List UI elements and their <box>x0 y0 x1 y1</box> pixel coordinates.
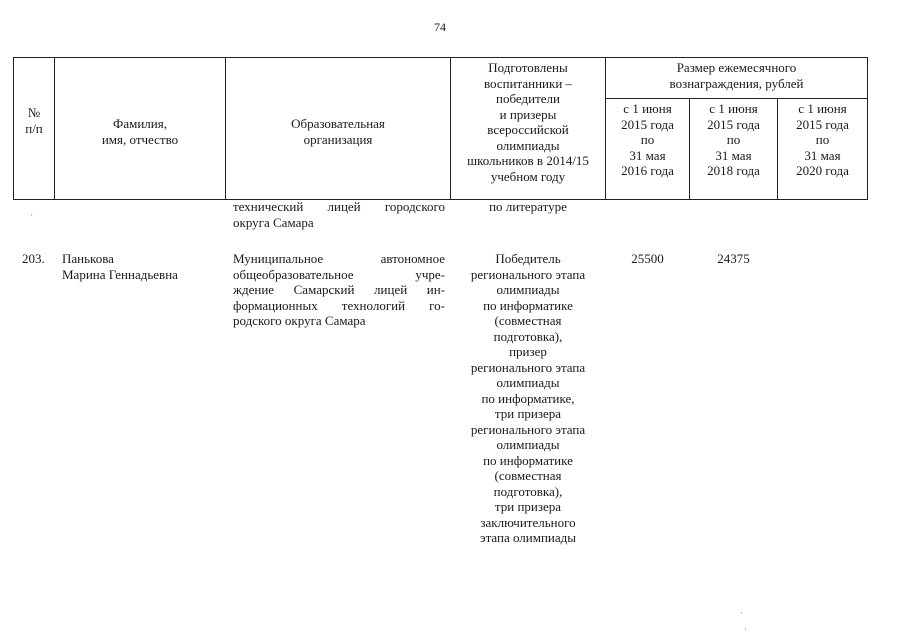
table-border <box>605 98 868 99</box>
header-name: Фамилия, имя, отчество <box>101 116 179 147</box>
header-award-size: Размер ежемесячного вознаграждения, рублей <box>669 60 804 91</box>
table-border <box>867 57 868 199</box>
header-prepared-students: Подготовлены воспитанники – победители и призеры всероссийской олимпиады школьников в 2014/15 учебном году <box>467 60 589 184</box>
header-period-2020: с 1 июня 2015 года по 31 мая 2020 года <box>796 101 849 178</box>
header-period-2018: с 1 июня 2015 года по 31 мая 2018 года <box>707 101 760 178</box>
continuation-achievement: по литературе <box>489 199 567 214</box>
scan-speck: · <box>744 624 747 634</box>
row-organization: Муниципальное автономное общеобразовательное учре- ждение Самарский лицей ин- формационных технологий го- родского округа Самара <box>233 251 445 328</box>
continuation-organization: технический лицей городского округа Самара <box>233 199 445 230</box>
row-award-2016: 25500 <box>631 251 664 266</box>
header-num: № п/п <box>25 105 43 136</box>
header-organization: Образовательная организация <box>291 116 385 147</box>
row-number: 203. <box>22 251 45 266</box>
row-achievements: Победитель регионального этапа олимпиады по информатике (совместная подготовка), призер регионального этапа олимпиады по информатике, три призера регионального этапа олимпиады по информатике (совместная подготовка), три призера заключительного этапа олимпиады <box>470 251 586 545</box>
header-period-2016: с 1 июня 2015 года по 31 мая 2016 года <box>621 101 674 178</box>
row-person-name: Панькова Марина Геннадьевна <box>62 251 178 282</box>
row-award-2018: 24375 <box>717 251 750 266</box>
scan-speck: · <box>740 608 743 618</box>
page-number: 74 <box>434 20 446 34</box>
scan-speck: ` <box>30 213 33 223</box>
